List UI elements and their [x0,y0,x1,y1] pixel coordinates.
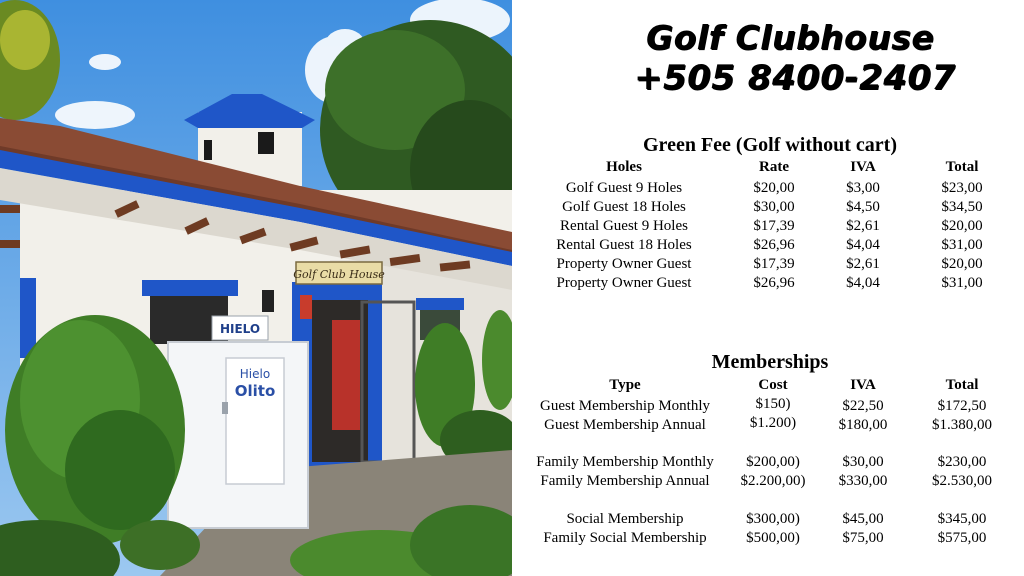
memberships-header [512,377,1024,397]
table-cell: $30,00 [842,454,884,470]
table-cell: $20,00 [941,256,983,272]
table-cell: $2.200,00) [740,473,806,489]
table-cell: $20,00 [941,218,983,234]
table-cell: $300,00) [746,511,800,527]
table-row [512,218,1024,238]
table-cell: $150) [755,396,791,412]
table-cell: $2.530,00 [932,473,992,489]
table-cell: $30,00 [753,199,795,215]
table-row [512,237,1024,257]
ice-freezer [168,316,308,528]
table-cell: $17,39 [753,218,795,234]
column-header: Total [945,159,979,175]
table-cell: Family Social Membership [543,530,707,546]
table-cell: $180,00 [838,417,888,433]
table-row [512,473,1024,493]
table-cell: $3,00 [846,180,880,196]
building-sign-text: Golf Club House [293,268,385,281]
table-cell: $26,96 [753,275,795,291]
table-cell: $34,50 [941,199,983,215]
clubhouse-heading: Golf Clubhouse [646,18,935,57]
freezer-brand-2: Olito [234,382,276,400]
table-row [512,454,1024,474]
table-row [512,199,1024,219]
table-cell: Social Membership [566,511,684,527]
freezer-top-sign: HIELO [219,322,261,336]
table-cell: $330,00 [838,473,888,489]
table-cell: $45,00 [842,511,884,527]
table-row [512,256,1024,276]
table-cell: $22,50 [842,398,884,414]
wall-lamp [262,290,274,312]
table-cell: $75,00 [842,530,884,546]
table-cell: $4,04 [846,275,880,291]
table-cell: Guest Membership Annual [544,417,706,433]
table-cell: $4,04 [846,237,880,253]
phone-number: +505 8400-2407 [634,58,956,98]
table-cell: $20,00 [753,180,795,196]
table-cell: $345,00 [937,511,987,527]
price-panel [512,0,1024,576]
column-header: Type [609,377,641,393]
table-cell: Property Owner Guest [556,275,692,291]
column-header: IVA [850,377,876,393]
table-cell: $200,00) [746,454,800,470]
table-cell: $31,00 [941,275,983,291]
table-row [512,511,1024,531]
table-cell: $2,61 [846,256,880,272]
column-header: IVA [850,159,876,175]
table-cell: $23,00 [941,180,983,196]
column-header: Rate [759,159,789,175]
column-header: Total [945,377,979,393]
memberships-title: Memberships [711,351,829,373]
table-cell: Golf Guest 18 Holes [562,199,686,215]
column-header: Cost [758,377,788,393]
table-cell: Family Membership Annual [540,473,710,489]
table-cell: Rental Guest 18 Holes [556,237,692,253]
table-cell: Rental Guest 9 Holes [560,218,688,234]
table-cell: $17,39 [753,256,795,272]
freezer-brand-1: Hielo [239,367,271,381]
green-fee-title: Green Fee (Golf without cart) [643,134,897,156]
table-cell: $26,96 [753,237,795,253]
table-cell: $1.380,00 [932,417,992,433]
table-cell: $2,61 [846,218,880,234]
table-row [512,275,1024,295]
table-row [512,530,1024,550]
table-cell: $31,00 [941,237,983,253]
table-row [512,180,1024,200]
table-cell: $575,00 [937,530,987,546]
table-cell: $4,50 [846,199,880,215]
table-cell: Property Owner Guest [556,256,692,272]
building-sign [293,262,385,284]
column-header: Holes [606,159,642,175]
bush-left [5,315,185,545]
table-cell: Golf Guest 9 Holes [565,180,683,196]
table-cell: Family Membership Monthly [536,454,714,470]
table-cell: Guest Membership Monthly [540,398,710,414]
table-cell: $172,50 [937,398,987,414]
green-fee-header [512,159,1024,179]
table-cell: $500,00) [746,530,800,546]
table-row [512,417,1024,437]
table-cell: $1.200) [749,415,797,431]
table-cell: $230,00 [937,454,987,470]
